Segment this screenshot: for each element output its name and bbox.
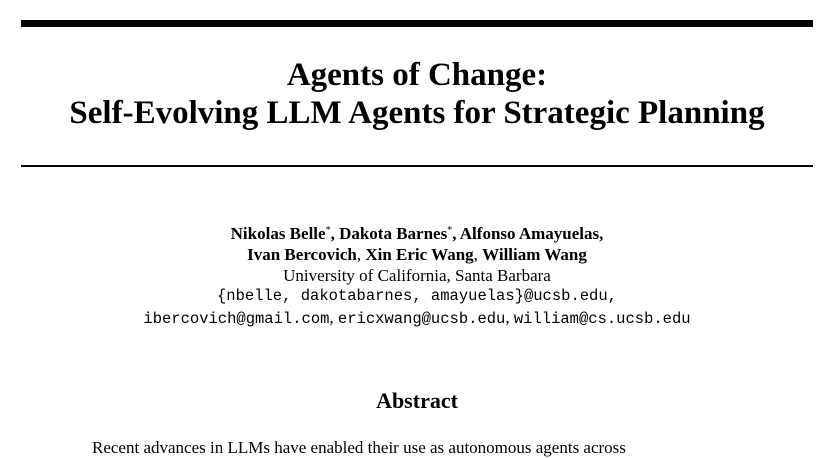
author-line-2: Ivan Bercovich, Xin Eric Wang, William Wang [247, 245, 587, 264]
email-line-1: {nbelle, dakotabarnes, amayuelas}@ucsb.edu, [217, 287, 617, 305]
title-line-1: Agents of Change: [286, 57, 548, 93]
email-address: ericxwang@ucsb.edu [337, 310, 506, 328]
equal-contribution-mark: * [447, 225, 453, 236]
email-line-2: ibercovich@gmail.com, ericxwang@ucsb.edu, william@cs.ucsb.edu [143, 308, 691, 328]
author-name: William Wang [482, 245, 587, 264]
author-block [0, 223, 834, 330]
email-address: ibercovich@gmail.com [143, 310, 330, 328]
author-line-1: Nikolas Belle*, Dakota Barnes*, Alfonso Amayuelas, [230, 224, 604, 243]
abstract-heading: Abstract [376, 388, 458, 413]
email-address: william@cs.ucsb.edu [513, 310, 691, 328]
abstract-text: Recent advances in LLMs have enabled their use as autonomous agents across [92, 438, 626, 457]
affiliation: University of California, Santa Barbara [283, 266, 551, 285]
paper-title [0, 56, 834, 132]
author-name: Dakota Barnes [339, 224, 448, 243]
author-name: Ivan Bercovich [247, 245, 357, 264]
email-group: {nbelle, dakotabarnes, amayuelas}@ucsb.edu [217, 287, 608, 305]
author-name: Alfonso Amayuelas [459, 224, 600, 243]
author-name: Nikolas Belle [230, 224, 326, 243]
equal-contribution-mark: * [325, 225, 331, 236]
bottom-rule [21, 165, 813, 167]
title-line-2: Self-Evolving LLM Agents for Strategic Planning [69, 95, 765, 131]
author-name: Xin Eric Wang [365, 245, 474, 264]
top-rule [21, 20, 813, 27]
